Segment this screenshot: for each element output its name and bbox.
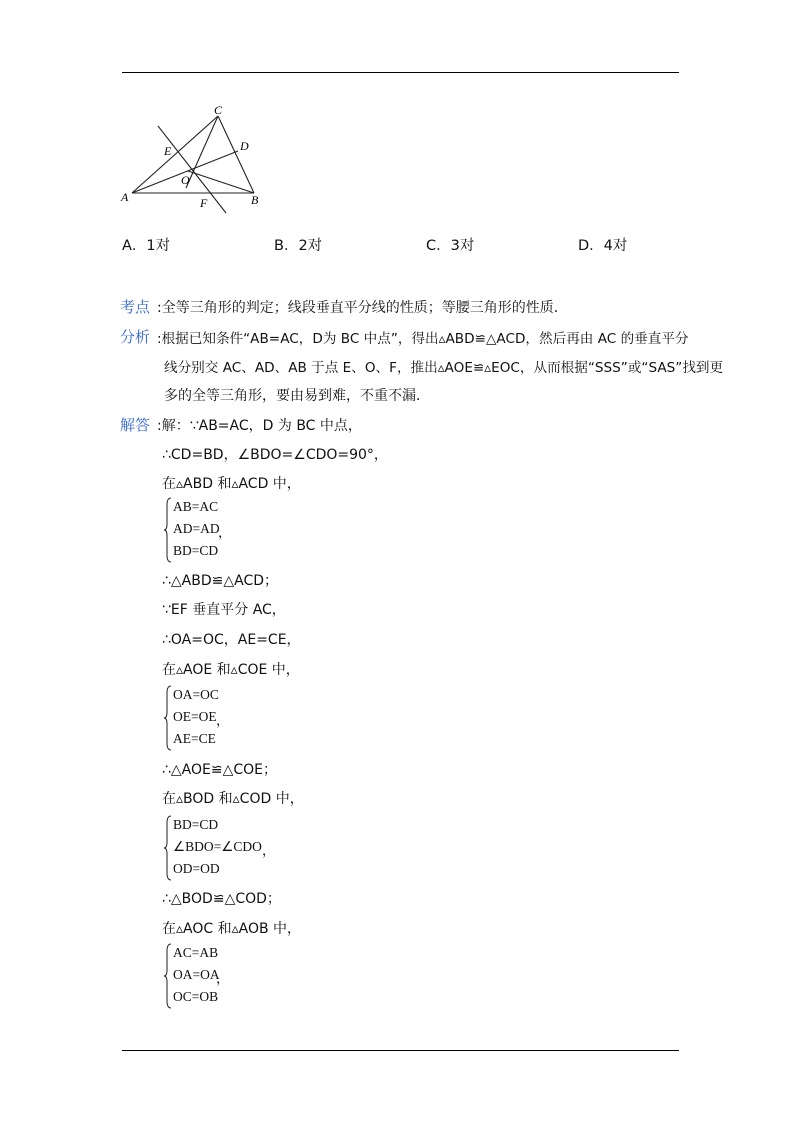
solution-line: 在▵AOC 和▵AOB 中， — [162, 921, 302, 937]
option-b[interactable]: B．2对 — [274, 238, 323, 254]
label-E: E — [164, 144, 172, 158]
label-A: A — [121, 190, 129, 204]
equation: AD=AD — [173, 521, 220, 536]
equation-comma: ， — [218, 525, 232, 541]
geometry-figure — [118, 100, 268, 215]
equation-comma: ， — [216, 713, 230, 729]
solution-line: ∴CD=BD，∠BDO=∠CDO=90°， — [162, 447, 388, 463]
brace-icon — [164, 685, 172, 751]
equation: OA=OC — [173, 687, 219, 702]
fenxi-line-3: 多的全等三角形，要由易到难，不重不漏． — [164, 388, 430, 404]
solution-line: ∴△ABD≌△ACD； — [162, 573, 279, 589]
option-d[interactable]: D．4对 — [578, 238, 628, 254]
equation: AC=AB — [173, 945, 219, 960]
fenxi-line-1: :根据已知条件“AB=AC，D为 BC 中点”，得出▵ABD≌△ACD，然后再由 AC 的垂直平分 — [157, 331, 689, 347]
solution-line: ∴△BOD≌△COD； — [162, 891, 281, 907]
kaodian-text: :全等三角形的判定；线段垂直平分线的性质；等腰三角形的性质． — [157, 300, 568, 316]
jieda-label: 解答 — [120, 416, 151, 434]
brace-icon — [164, 815, 172, 881]
label-B: B — [251, 193, 259, 207]
kaodian-label: 考点 — [120, 298, 151, 316]
brace-icon — [164, 943, 172, 1009]
equation-comma: ， — [262, 843, 276, 859]
solution-line: 在▵BOD 和▵COD 中， — [162, 791, 304, 807]
equation: BD=CD — [173, 543, 219, 558]
solution-line: ∵EF 垂直平分 AC， — [162, 602, 286, 618]
option-c[interactable]: C．3对 — [426, 238, 475, 254]
option-a[interactable]: A．1对 — [122, 238, 171, 254]
jieda-first-line: :解：∵AB=AC，D 为 BC 中点， — [157, 418, 362, 434]
equation-system — [164, 685, 274, 751]
equation: OE=OE — [173, 709, 217, 724]
label-F: F — [200, 196, 208, 210]
top-rule — [122, 72, 679, 73]
bottom-rule — [122, 1050, 679, 1051]
equation: OC=OB — [173, 989, 219, 1004]
equation-comma: ， — [216, 971, 230, 987]
segment-CF — [186, 116, 218, 188]
equation-system — [164, 497, 274, 563]
fenxi-label: 分析 — [120, 328, 151, 346]
solution-line: 在▵ABD 和▵ACD 中， — [162, 476, 301, 492]
segment-OB — [188, 171, 254, 193]
equation: BD=CD — [173, 817, 219, 832]
segment-AC — [132, 116, 218, 193]
equation: OD=OD — [173, 861, 220, 876]
brace-icon — [164, 497, 172, 563]
fenxi-line-2: 线分别交 AC、AD、AB 于点 E、O、F，推出▵AOE≌▵EOC，从而根据“SSS”或“SAS”找到更 — [164, 360, 724, 376]
equation-system — [164, 815, 274, 881]
equation: AE=CE — [173, 731, 216, 746]
label-C: C — [214, 103, 223, 117]
solution-line: ∴△AOE≌△COE； — [162, 762, 278, 778]
label-D: D — [240, 139, 249, 153]
equation: ∠BDO=∠CDO — [173, 839, 262, 854]
equation-system — [164, 943, 274, 1009]
equation: OA=OA — [173, 967, 220, 982]
label-O: O — [181, 173, 190, 187]
equation: AB=AC — [173, 499, 219, 514]
segment-CB — [218, 116, 254, 193]
solution-line: ∴OA=OC，AE=CE， — [162, 632, 301, 648]
solution-line: 在▵AOE 和▵COE 中， — [162, 662, 300, 678]
